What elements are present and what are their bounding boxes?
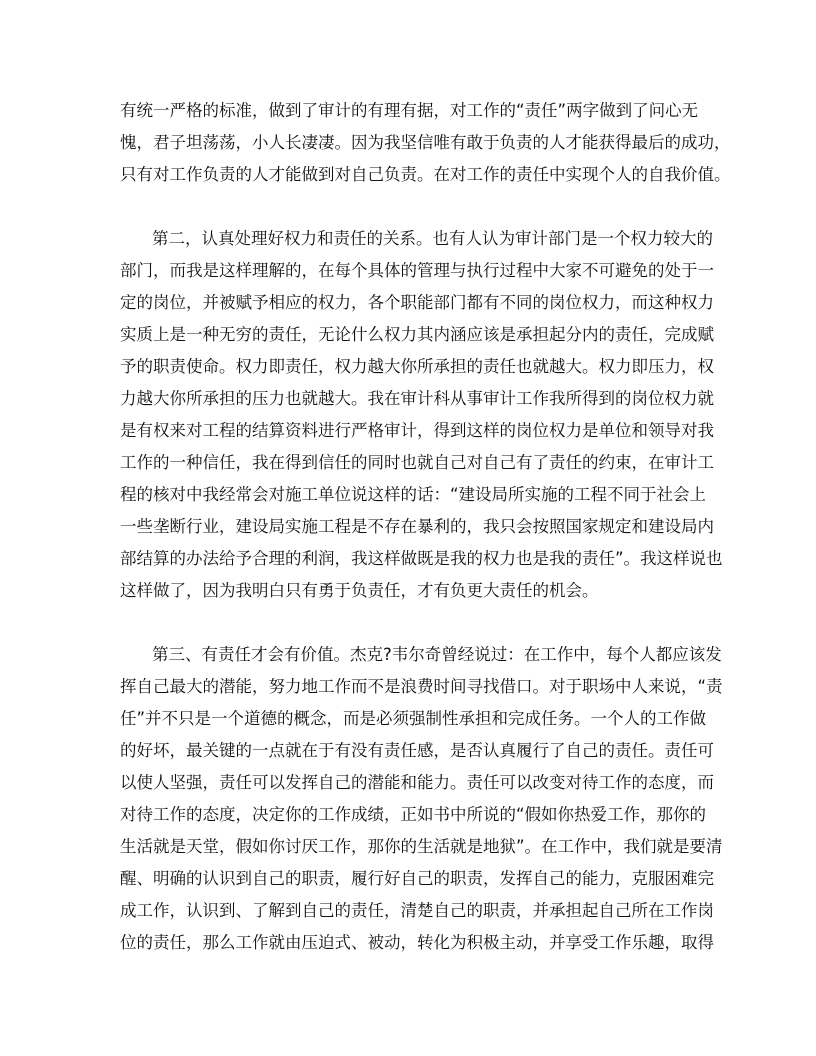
text-line: 有统一严格的标准，做到了审计的有理有据，对工作的“责任”两字做到了问心无: [120, 101, 699, 120]
text-line: 成工作，认识到、了解到自己的责任，清楚自己的职责，并承担起自己所在工作岗: [120, 901, 714, 920]
text-line: 部门，而我是这样理解的，在每个具体的管理与执行过程中大家不可避免的处于一: [120, 261, 714, 280]
text-line: 位的责任，那么工作就由压迫式、被动，转化为积极主动，并享受工作乐趣，取得: [120, 933, 714, 952]
text-line: 醒、明确的认识到自己的职责，履行好自己的职责，发挥自己的能力，克服困难完: [120, 869, 714, 888]
text-line: 挥自己最大的潜能，努力地工作而不是浪费时间寻找借口。对于职场中人来说，“责: [120, 677, 723, 696]
text-line: 部结算的办法给予合理的利润，我这样做既是我的权力也是我的责任”。我这样说也: [120, 549, 723, 568]
text-line: 是有权来对工程的结算资料进行严格审计，得到这样的岗位权力是单位和领导对我: [120, 421, 714, 440]
text-line: 生活就是天堂，假如你讨厌工作，那你的生活就是地狱”。在工作中，我们就是要清: [120, 837, 723, 856]
text-line: 一些垄断行业，建设局实施工程是不存在暴利的，我只会按照国家规定和建设局内: [120, 517, 714, 536]
text-line: 的好坏，最关键的一点就在于有没有责任感，是否认真履行了自己的责任。责任可: [120, 741, 714, 760]
paragraph-first-line: 第三、有责任才会有价值。杰克?韦尔奇曾经说过：在工作中，每个人都应该发: [152, 645, 722, 664]
text-line: 任”并不只是一个道德的概念，而是必须强制性承担和完成任务。一个人的工作做: [120, 709, 707, 728]
text-line: 这样做了，因为我明白只有勇于负责任，才有负更大责任的机会。: [120, 581, 599, 600]
text-line: 力越大你所承担的压力也就越大。我在审计科从事审计工作我所得到的岗位权力就: [120, 389, 714, 408]
text-line: 愧，君子坦荡荡，小人长凄凄。因为我坚信唯有敢于负责的人才能获得最后的成功，: [120, 133, 731, 152]
text-line: 只有对工作负责的人才能做到对自己负责。在对工作的责任中实现个人的自我价值。: [120, 165, 731, 184]
text-line: 以使人坚强，责任可以发挥自己的潜能和能力。责任可以改变对待工作的态度，而: [120, 773, 714, 792]
text-line: 工作的一种信任，我在得到信任的同时也就自己对自己有了责任的约束，在审计工: [120, 453, 714, 472]
text-line: 予的职责使命。权力即责任，权力越大你所承担的责任也就越大。权力即压力，权: [120, 357, 714, 376]
text-line: 定的岗位，并被赋予相应的权力，各个职能部门都有不同的岗位权力，而这种权力: [120, 293, 714, 312]
text-line: 程的核对中我经常会对施工单位说这样的话：“建设局所实施的工程不同于社会上: [120, 485, 707, 504]
text-line: 对待工作的态度，决定你的工作成绩，正如书中所说的“假如你热爱工作，那你的: [120, 805, 707, 824]
paragraph-first-line: 第二，认真处理好权力和责任的关系。也有人认为审计部门是一个权力较大的: [152, 229, 713, 248]
text-line: 实质上是一种无穷的责任，无论什么权力其内涵应该是承担起分内的责任，完成赋: [120, 325, 714, 344]
